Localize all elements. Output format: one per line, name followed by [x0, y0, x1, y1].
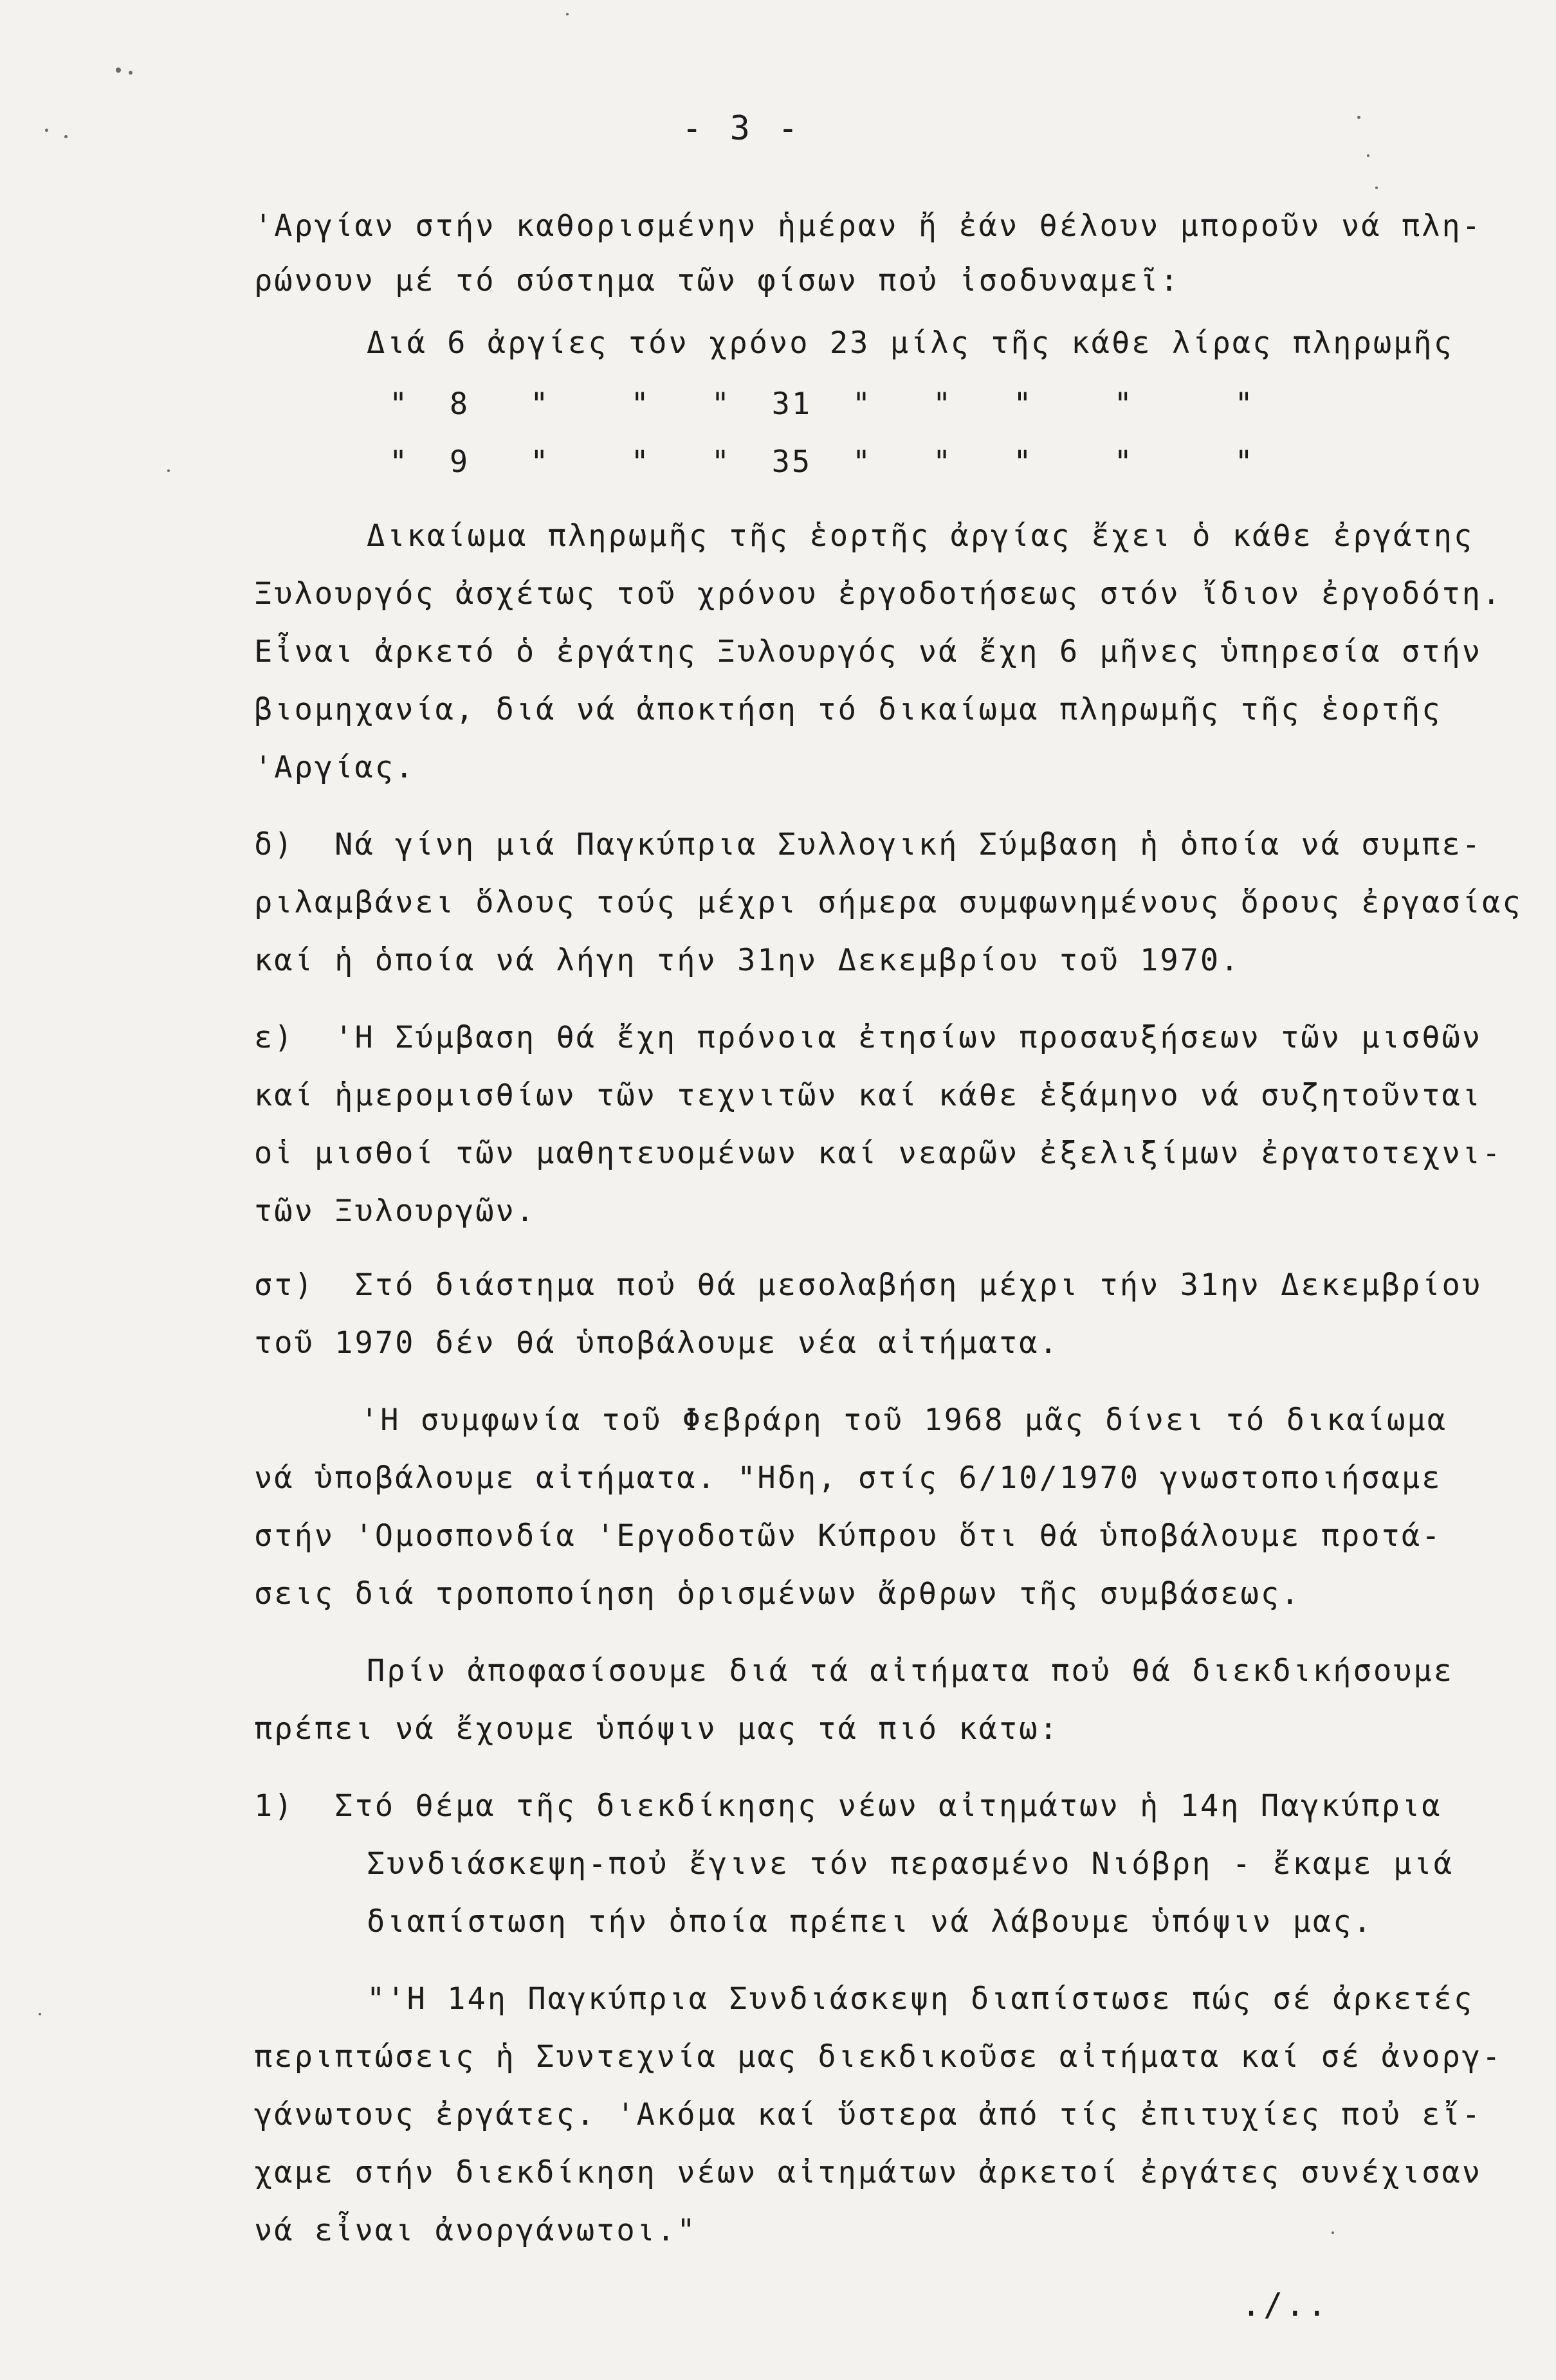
text-line: βιομηχανία, διά νά ἀποκτήση τό δικαίωμα πληρωμῆς τῆς ἑορτῆς [254, 692, 1442, 727]
scan-speck [167, 469, 170, 472]
text-line: χαμε στήν διεκδίκηση νέων αἰτημάτων ἀρκετοί ἐργάτες συνέχισαν [254, 2155, 1483, 2190]
text-line: ρώνουν μέ τό σύστημα τῶν φίσων ποὐ ἰσοδυναμεῖ: [254, 263, 1180, 298]
text-line: τῶν Ξυλουργῶν. [254, 1194, 536, 1229]
text-line: ε) 'Η Σύμβαση θά ἔχη πρόνοια ἐτησίων προσαυξήσεων τῶν μισθῶν [254, 1020, 1483, 1055]
text-line: νά εἶναι ἀνοργάνωτοι." [254, 2213, 697, 2248]
scan-speck [1367, 154, 1369, 157]
continuation-mark: ./.. [1241, 2286, 1330, 2323]
text-line: γάνωτους ἐργάτες. 'Ακόμα καί ὕστερα ἀπό τίς ἐπιτυχίες ποὐ εἴ- [254, 2097, 1483, 2132]
text-line: Διά 6 ἀργίες τόν χρόνο 23 μίλς τῆς κάθε λίρας πληρωμῆς [367, 325, 1454, 361]
scan-speck [39, 2013, 41, 2015]
text-line: οἱ μισθοί τῶν μαθητευομένων καί νεαρῶν ἐξελιξίμων ἐργατοτεχνι- [254, 1136, 1503, 1171]
text-line: περιπτώσεις ἡ Συντεχνία μας διεκδικοῦσε αἰτήματα καί σέ ἀνοργ- [254, 2039, 1503, 2075]
page-number: - 3 - [682, 109, 802, 148]
text-line: πρέπει νά ἔχουμε ὑπόψιν μας τά πιό κάτω: [254, 1711, 1059, 1747]
text-line: καί ἡ ὁποία νά λήγη τήν 31ην Δεκεμβρίου τοῦ 1970. [254, 943, 1241, 978]
text-line: νά ὑποβάλουμε αἰτήματα. "Ηδη, στίς 6/10/1970 γνωστοποιήσαμε [254, 1460, 1442, 1496]
text-line: ριλαμβάνει ὅλους τούς μέχρι σήμερα συμφωνημένους ὅρους ἐργασίας [254, 885, 1523, 920]
text-line: σεις διά τροποποίηση ὁρισμένων ἄρθρων τῆς συμβάσεως. [254, 1576, 1301, 1612]
text-line: τοῦ 1970 δέν θά ὑποβάλουμε νέα αἰτήματα. [254, 1325, 1059, 1361]
text-line: 'Η συμφωνία τοῦ Φεβράρη τοῦ 1968 μᾶς δίνει τό δικαίωμα [360, 1403, 1448, 1438]
text-line: δ) Νά γίνη μιά Παγκύπρια Συλλογική Σύμβαση ἡ ὁποία νά συμπε- [254, 827, 1483, 862]
text-line: Πρίν ἀποφασίσουμε διά τά αἰτήματα ποὐ θά διεκδικήσουμε [367, 1653, 1454, 1689]
scan-speck [129, 71, 133, 75]
text-line: στήν 'Ομοσπονδία 'Εργοδοτῶν Κύπρου ὅτι θά ὑποβάλουμε προτά- [254, 1518, 1442, 1554]
scan-speck [1357, 116, 1360, 119]
text-line: διαπίστωση τήν ὁποία πρέπει νά λάβουμε ὑπόψιν μας. [367, 1904, 1373, 1939]
text-line: " 8 " " " 31 " " " " " [389, 386, 1255, 422]
text-line: " 9 " " " 35 " " " " " [389, 444, 1255, 480]
text-line: Συνδιάσκεψη-ποὐ ἔγινε τόν περασμένο Νιόβρη - ἔκαμε μιά [367, 1846, 1454, 1882]
text-line: Δικαίωμα πληρωμῆς τῆς ἑορτῆς ἀργίας ἔχει ὁ κάθε ἐργάτης [367, 518, 1474, 554]
scan-speck [566, 13, 569, 15]
scan-speck [116, 68, 121, 73]
text-line: Εἶναι ἀρκετό ὁ ἐργάτης Ξυλουργός νά ἔχη 6 μῆνες ὑπηρεσία στήν [254, 634, 1483, 669]
scan-speck [1375, 186, 1378, 189]
scan-speck [45, 129, 48, 132]
text-line: "'Η 14η Παγκύπρια Συνδιάσκεψη διαπίστωσε πώς σέ ἀρκετές [367, 1981, 1474, 2017]
text-line: 'Αργίας. [254, 750, 416, 785]
scan-speck [64, 135, 68, 138]
scan-speck [1332, 2231, 1334, 2234]
text-line: στ) Στό διάστημα ποὐ θά μεσολαβήση μέχρι τήν 31ην Δεκεμβρίου [254, 1267, 1483, 1303]
text-line: καί ἡμερομισθίων τῶν τεχνιτῶν καί κάθε ἑξάμηνο νά συζητοῦνται [254, 1078, 1483, 1113]
text-line: Ξυλουργός ἀσχέτως τοῦ χρόνου ἐργοδοτήσεως στόν ἴδιον ἐργοδότη. [254, 576, 1503, 612]
text-line: 1) Στό θέμα τῆς διεκδίκησης νέων αἰτημάτων ἡ 14η Παγκύπρια [254, 1788, 1442, 1824]
text-line: 'Αργίαν στήν καθορισμένην ἡμέραν ἤ ἐάν θέλουν μποροῦν νά πλη- [254, 208, 1483, 244]
